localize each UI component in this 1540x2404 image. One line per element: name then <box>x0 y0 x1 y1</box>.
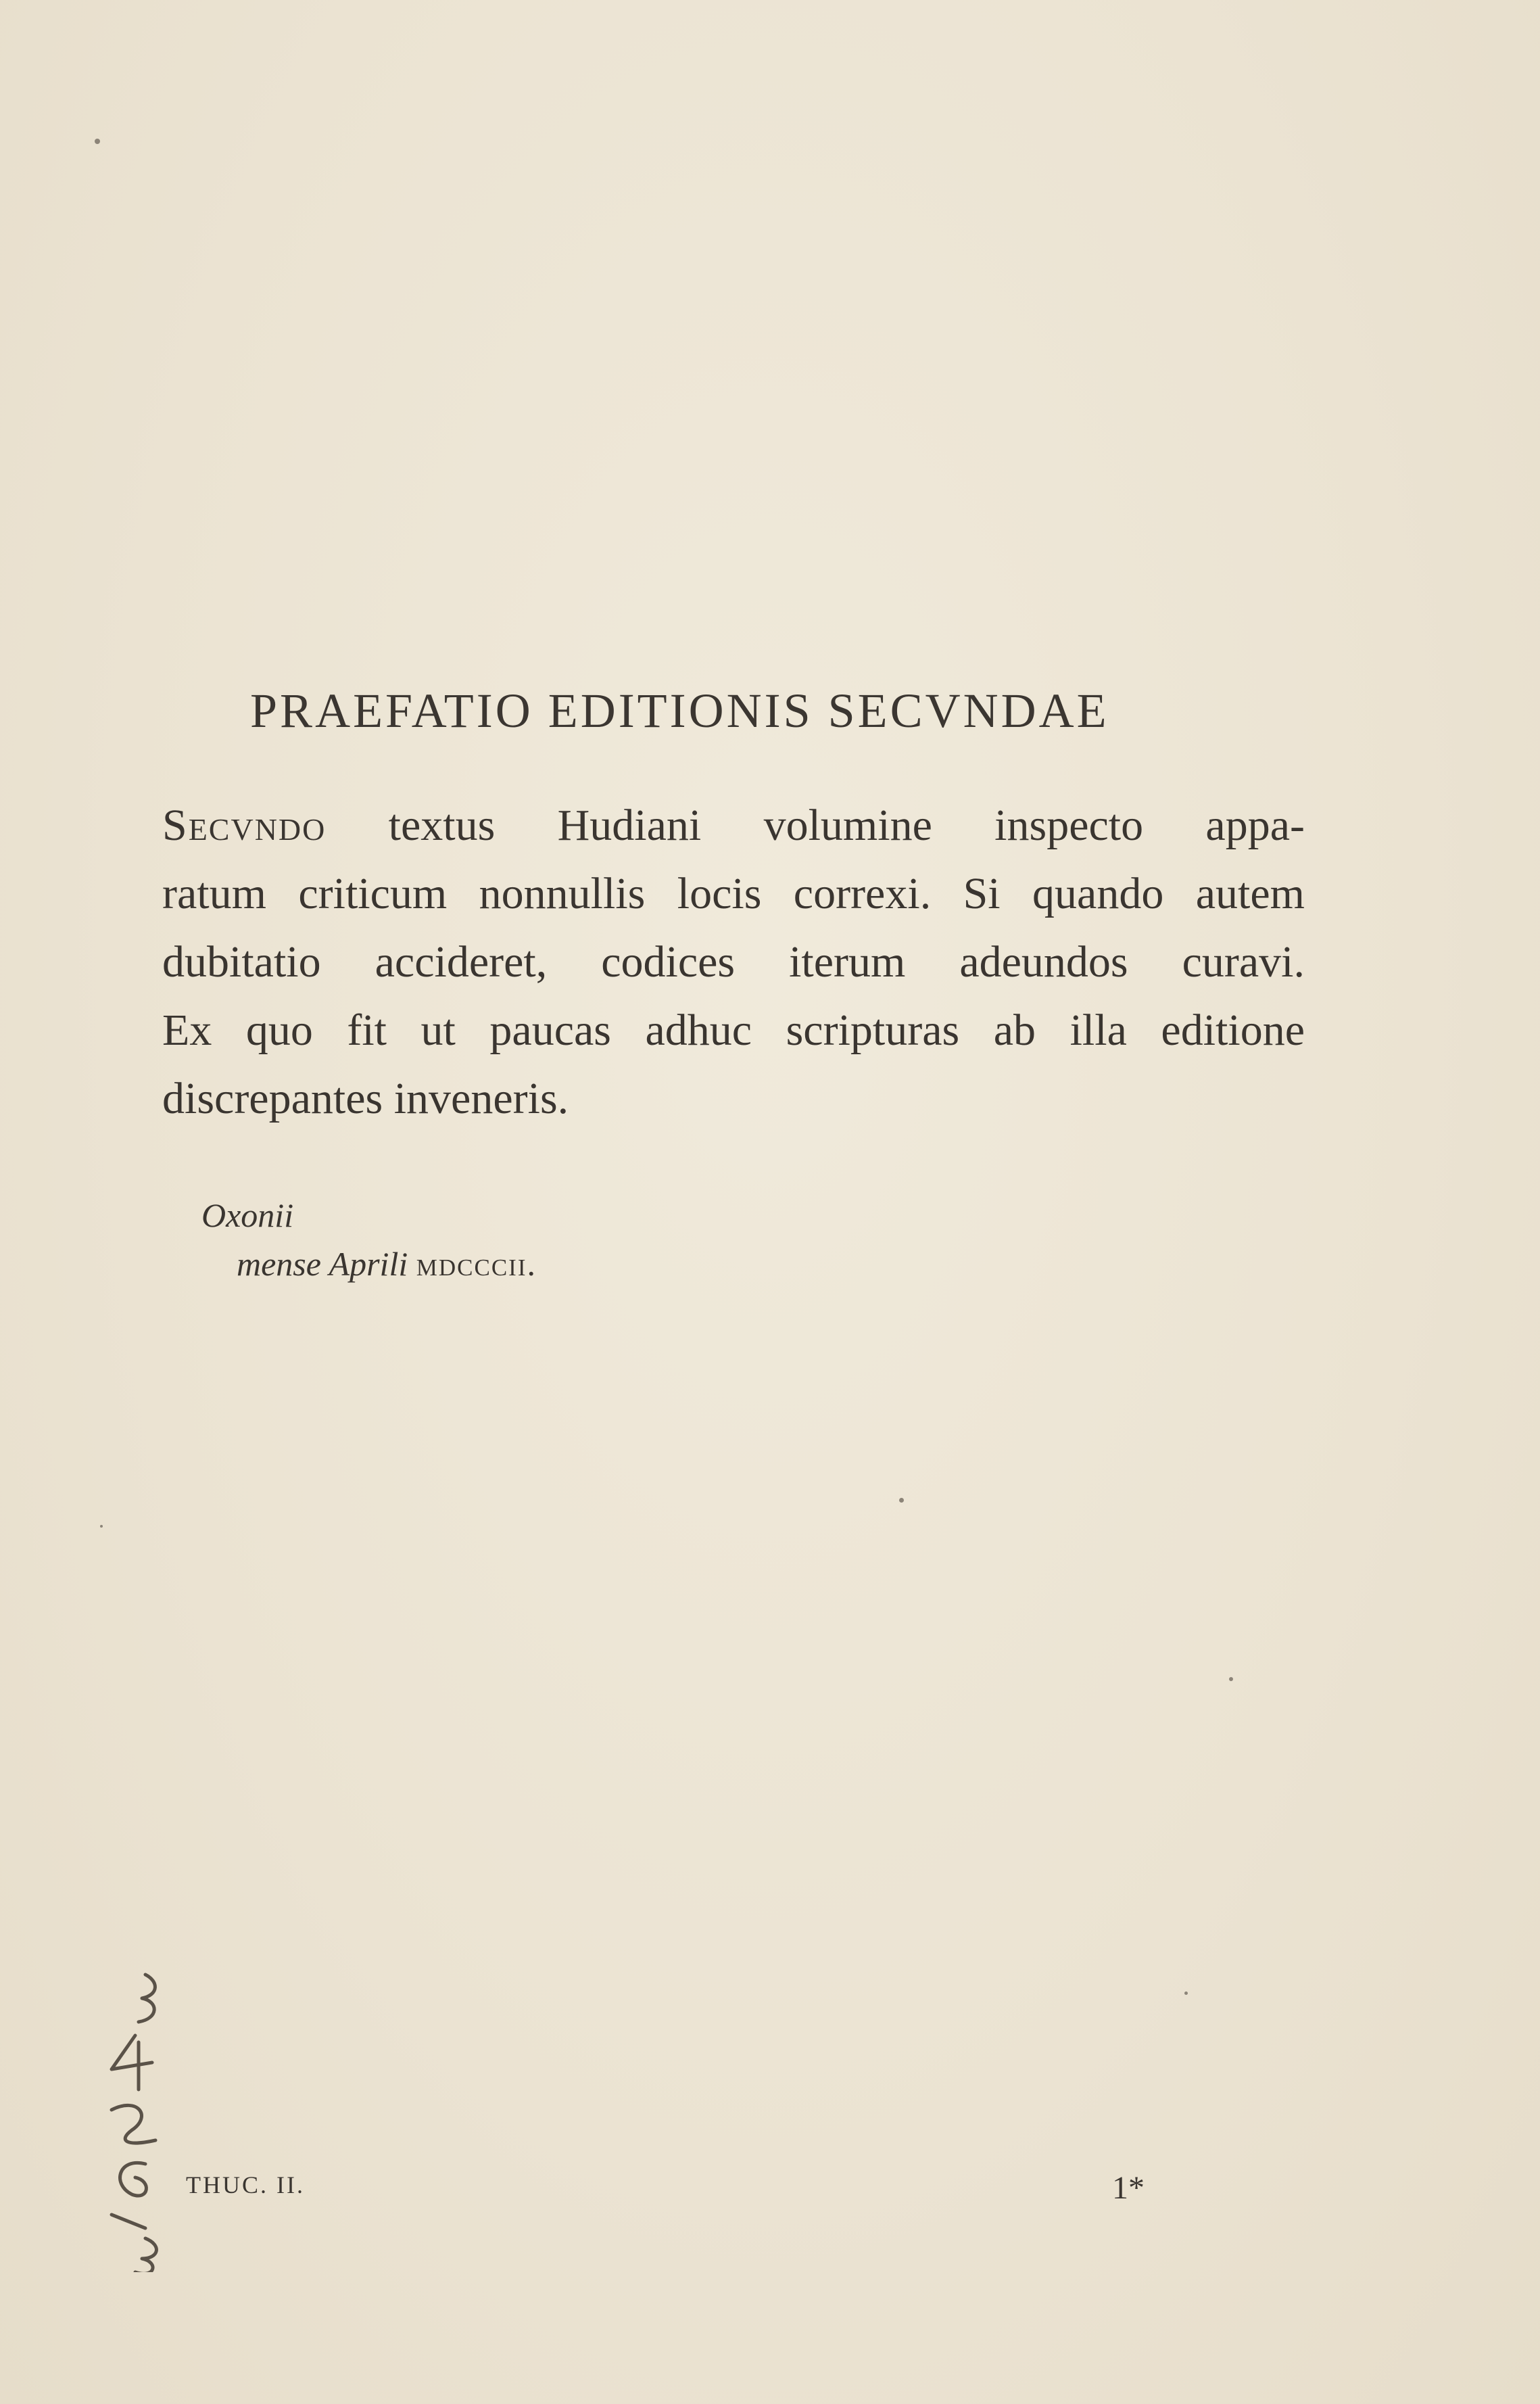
paragraph-line-1 <box>162 791 1305 859</box>
page-title: PRAEFATIO EDITIONIS SECVNDAE <box>250 684 1109 738</box>
paragraph-line-3: dubitatio accideret, codices iterum adeundos curavi. <box>162 937 1305 987</box>
running-title: THUC. II. <box>186 2171 305 2198</box>
signature-mark: 1* <box>1112 2170 1145 2206</box>
paragraph-line-2: ratum criticum nonnullis locis correxi. Si quando autem <box>162 869 1305 918</box>
signature-place: Oxonii <box>201 1196 294 1234</box>
paper-speck <box>95 139 100 144</box>
signature-year: mdcccii. <box>416 1245 537 1283</box>
paper-speck <box>100 1525 103 1528</box>
preface-paragraph <box>162 791 1305 1133</box>
lead-word: Secvndo <box>162 801 327 850</box>
paragraph-line-1-text: textus Hudiani volumine inspecto appa- <box>326 801 1305 850</box>
paper-speck <box>1184 1991 1188 1995</box>
paper-speck <box>899 1498 904 1503</box>
paragraph-line-5: discrepantes inveneris. <box>162 1074 569 1123</box>
paragraph-line-4: Ex quo fit ut paucas adhuc scripturas ab illa editione <box>162 1006 1305 1055</box>
paper-speck <box>1229 1677 1233 1681</box>
signature-date <box>237 1244 537 1283</box>
signature-month: mense Aprili <box>237 1245 408 1283</box>
handwritten-inventory-number <box>71 1961 172 2272</box>
